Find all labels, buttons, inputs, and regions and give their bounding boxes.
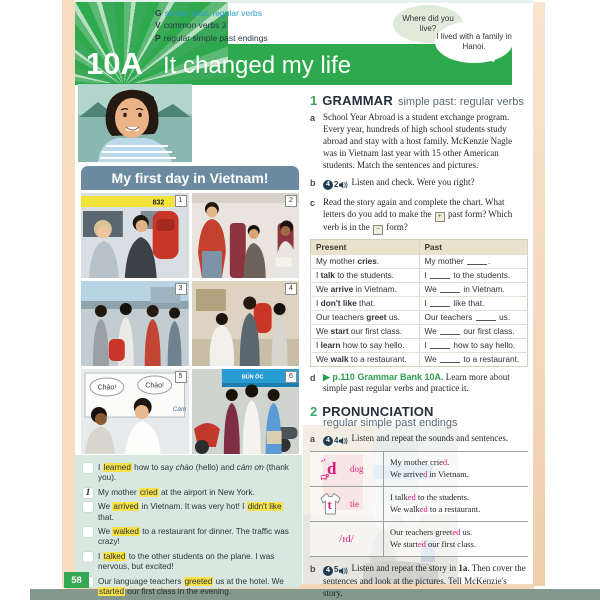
- boy-photo-image: [78, 84, 192, 162]
- goal-letter: V: [155, 20, 161, 31]
- audio-disc-number: 4: [323, 180, 333, 190]
- sounds-table: [310, 451, 528, 557]
- panel-number: 3: [175, 283, 187, 295]
- chart-cell: I to the students.: [419, 268, 528, 282]
- audio-disc-number: 4: [323, 436, 333, 446]
- story-sentence: [83, 577, 295, 598]
- speech-bubble-question: Where did you live?: [393, 5, 463, 43]
- chao-bubble-2: Chào!: [145, 382, 164, 390]
- story-sentence-text: We walked to a restaurant for dinner. The traffic was crazy!: [98, 527, 289, 547]
- d-dog-icon: [310, 457, 350, 481]
- id-phoneme-label: /ɪd/: [339, 532, 354, 545]
- sound-word: dog: [350, 463, 364, 474]
- comic-panel-6: [192, 369, 300, 454]
- chao-bubble-1: Chào!: [97, 384, 117, 392]
- chart-cell: My mother cries.: [311, 254, 420, 268]
- story-sentences-panel: [75, 455, 302, 597]
- audio-track-icon: [323, 436, 348, 447]
- chart-cell: I talk to the students.: [311, 268, 420, 282]
- chart-cell: We to a restaurant.: [419, 352, 528, 366]
- chart-row: [311, 324, 528, 338]
- story-sentence-text: We arrived in Vietnam. It was very hot! I didn't like that.: [98, 502, 282, 522]
- comic-panels: [81, 193, 299, 454]
- chart-cell: Our teachers us.: [419, 310, 528, 324]
- svg-text:t: t: [327, 497, 332, 513]
- chart-cell: I like that.: [419, 296, 528, 310]
- board-text: Cám: [172, 405, 187, 414]
- item-letter: c: [310, 197, 316, 208]
- sound-row-d: [310, 452, 528, 486]
- chart-row: [311, 296, 528, 310]
- chart-cell: We walk to a restaurant.: [311, 352, 420, 366]
- order-answer-box: [83, 502, 93, 512]
- chart-cell: I don't like that.: [311, 296, 420, 310]
- exercise-1b: [310, 177, 528, 190]
- story-sentence-text: I learned how to say chào (hello) and cám ơn (thank you).: [98, 463, 289, 483]
- exercise-1d: [310, 372, 528, 396]
- comic-panel-5: [81, 369, 189, 454]
- audio-track-icon: [323, 565, 348, 576]
- page-edge-right: [533, 2, 545, 586]
- chart-cell: I how to say hello.: [419, 338, 528, 352]
- item-letter: b: [310, 563, 316, 574]
- chart-cell: We start our first class.: [311, 324, 420, 338]
- page-number: 58: [64, 572, 89, 588]
- goal-text: common verbs 3: [163, 20, 227, 31]
- story-sentence-text: Our language teachers greeted us at the hotel. We started our first class in the evening.: [98, 576, 284, 597]
- exercise-1c: [310, 197, 528, 235]
- section-name: PRONUNCIATION: [322, 404, 434, 420]
- comic-panel-4: [192, 281, 300, 366]
- goal-text: regular simple past endings: [163, 32, 268, 43]
- lesson-goal: [155, 7, 268, 19]
- section-number: 2: [310, 404, 318, 420]
- item-letter: a: [310, 113, 316, 123]
- unit-number: 10A: [86, 46, 143, 81]
- story-sentence: [83, 463, 295, 484]
- page-edge-left: [62, 0, 75, 588]
- panel-number: 5: [175, 371, 187, 383]
- chart-header-present: Present: [311, 239, 420, 254]
- story-sentence: [83, 552, 295, 573]
- lesson-goals: [155, 7, 268, 44]
- exercise-2a: [310, 433, 528, 446]
- chart-row: [311, 338, 528, 352]
- speaker-icon: [339, 181, 348, 189]
- right-column: [310, 93, 528, 600]
- present-past-chart: [310, 239, 528, 367]
- chart-row: [311, 282, 528, 296]
- story-sentence: [83, 488, 295, 498]
- order-answer-box: 1: [83, 488, 93, 498]
- audio-track-icon: [323, 180, 348, 191]
- item-letter: a: [310, 434, 316, 445]
- exercise-2a-text: 4 4 Listen and repeat the sounds and sentences.: [323, 433, 528, 446]
- panel-number: 4: [285, 283, 297, 295]
- sentence-list: [83, 463, 295, 597]
- section-number: 1: [310, 93, 318, 108]
- story-sentence-text: My mother cried at the airport in New York.: [98, 487, 255, 497]
- unit-title: It changed my life: [163, 52, 352, 79]
- audio-track-number: 2: [334, 180, 339, 190]
- story-sentence: [83, 502, 295, 523]
- chart-row: [311, 268, 528, 282]
- exercise-2b: [310, 563, 528, 600]
- goal-letter: P: [155, 32, 161, 43]
- sound-sentences: I talked to the students. We walked to a restaurant.: [383, 487, 528, 521]
- order-answer-box: [83, 527, 93, 537]
- chart-row: [311, 352, 528, 366]
- comic-panel-3: [81, 281, 189, 366]
- grammar-bank-reference: ▶ p.110 Grammar Bank 10A. Learn more about simple past regular verbs and practice it.: [323, 371, 510, 394]
- exercise-1a-text: School Year Abroad is a student exchange program. Every year, hundreds of high school students study abroad and stay with a host family. McKenzie Nagle was in Vietnam last year with 15 other American students. Match the sentences and pictures.: [323, 112, 513, 170]
- pronunciation-subtitle: regular simple past endings: [323, 417, 458, 430]
- audio-disc-number: 4: [323, 566, 333, 576]
- exercise-1c-text: Read the story again and complete the chart. What letters do you add to make the + past form? Which verb is in the − form?: [323, 196, 513, 233]
- order-answer-box: [83, 552, 93, 562]
- sound-row-t: [310, 486, 528, 521]
- chart-cell: We our first class.: [419, 324, 528, 338]
- goal-letter: G: [155, 8, 162, 18]
- section-name: GRAMMAR: [322, 93, 393, 108]
- chart-cell: We in Vietnam.: [419, 282, 528, 296]
- chart-cell: We arrive in Vietnam.: [311, 282, 420, 296]
- comic-title: My first day in Vietnam!: [81, 166, 299, 190]
- comic-panel-2: [192, 193, 300, 278]
- panel-number: 1: [175, 195, 187, 207]
- chart-cell: I learn how to say hello.: [311, 338, 420, 352]
- panel-number: 6: [285, 371, 297, 383]
- svg-text:d: d: [327, 458, 337, 478]
- story-sentence: [83, 527, 295, 548]
- exercise-1b-text: 4 2 Listen and check. Were you right?: [323, 177, 528, 190]
- lesson-goal: [155, 32, 268, 44]
- sound-row-id: [310, 521, 528, 556]
- grammar-heading: [310, 93, 528, 108]
- exercise-2b-text: 4 5 Listen and repeat the story in 1a. Then cover the sentences and look at the pictures. Tell McKenzie's story.: [323, 562, 526, 598]
- speech-bubble-answer: I lived with a family in Hanoi.: [435, 21, 513, 63]
- chart-cell: My mother .: [419, 254, 528, 268]
- speaker-icon: [339, 437, 348, 445]
- grammar-chart-body: [311, 254, 528, 366]
- panel-number: 2: [285, 195, 297, 207]
- item-letter: d: [310, 372, 316, 383]
- goal-text: simple past: regular verbs: [164, 8, 262, 18]
- student-portrait-photo: [78, 84, 192, 162]
- order-answer-box: [83, 463, 93, 473]
- item-letter: b: [310, 178, 316, 189]
- chart-cell: Our teachers greet us.: [311, 310, 420, 324]
- airport-sign-text: 832: [152, 199, 165, 207]
- sound-sentences: Our teachers greeted us. We started our first class.: [383, 522, 528, 556]
- chart-header-past: Past: [419, 239, 528, 254]
- t-tie-icon: [310, 491, 350, 516]
- chart-row: [311, 254, 528, 268]
- lesson-goal: [155, 19, 268, 31]
- page-content: [75, 0, 533, 598]
- sound-word: tie: [350, 498, 359, 509]
- audio-track-number: 4: [334, 436, 339, 446]
- audio-track-number: 5: [334, 565, 339, 575]
- speaker-icon: [339, 567, 348, 575]
- exercise-1a: [310, 112, 528, 171]
- sound-sentences: My mother cried. We arrived in Vietnam.: [383, 452, 528, 486]
- restaurant-sign-text: BÚN ỐC: [241, 374, 263, 381]
- story-sentence-text: I talked to the other students on the plane. I was nervous, but excited!: [98, 551, 275, 572]
- comic-panel-1: [81, 193, 189, 278]
- chart-row: [311, 310, 528, 324]
- comic-strip: [78, 163, 302, 455]
- section-subtitle: simple past: regular verbs: [397, 96, 524, 108]
